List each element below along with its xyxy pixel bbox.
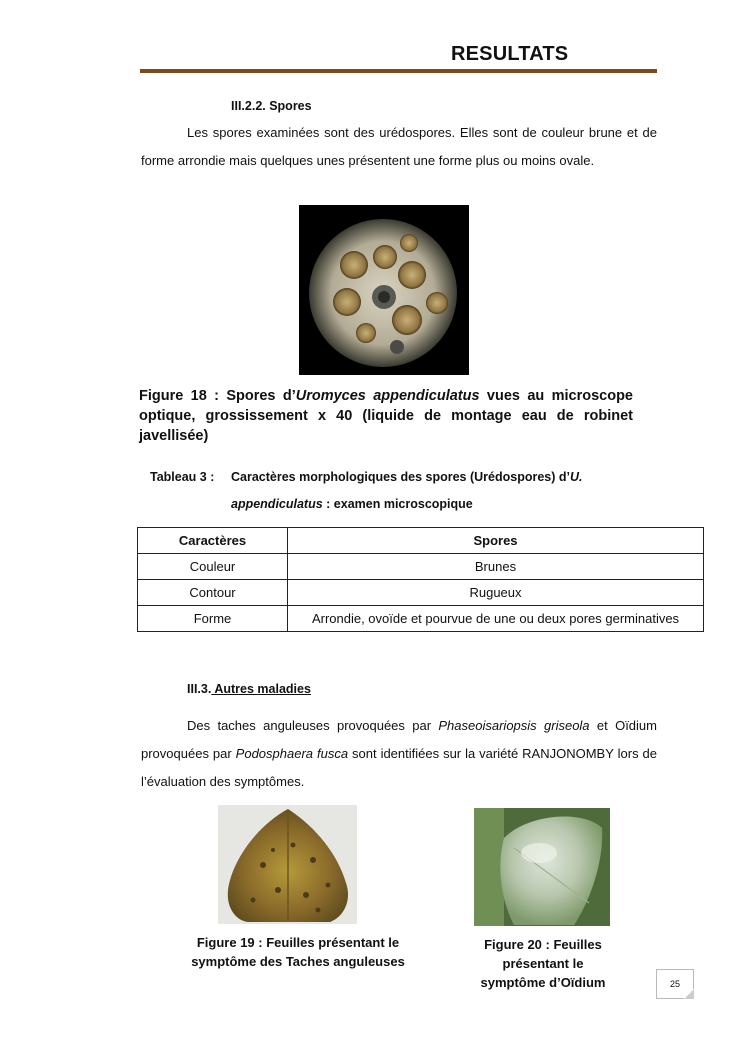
header-rule	[140, 69, 657, 73]
figure-18-rest: vues au microscope optique, grossissement x 40 (liquide de montage eau de robinet javellisée)	[139, 388, 633, 444]
table-3-prefix: Tableau 3 :	[150, 470, 215, 484]
table-3-title-species-a: U.	[569, 470, 583, 484]
spores-paragraph	[141, 119, 657, 175]
section-heading-spores: III.2.2. Spores	[231, 99, 312, 113]
table-cell: Rugueux	[288, 580, 704, 606]
spores-paragraph-text: Les spores examinées sont des urédospores. Elles sont de couleur brune et de forme arrondie mais quelques unes présentent une forme plus ou moins ovale.	[141, 125, 657, 168]
table-header-row	[138, 528, 704, 554]
leaf-powdery-mildew-image	[474, 808, 610, 926]
page-header-title: RESULTATS	[451, 43, 569, 65]
table-3-title-line1	[231, 470, 671, 484]
table-row	[138, 606, 704, 632]
species-name: Podosphaera fusca	[235, 746, 349, 761]
table-3-title-rest: : examen microscopique	[322, 497, 473, 511]
figure-18-label: Figure 18 : Spores d’	[139, 388, 296, 404]
leaf-powdery-mildew-photo	[474, 808, 610, 926]
table-cell: Arrondie, ovoïde et pourvue de une ou deux pores germinatives	[288, 606, 704, 632]
leaf-angular-spots-image	[218, 805, 357, 924]
table-row	[138, 580, 704, 606]
table-3-title-line2	[231, 497, 473, 511]
section-title: Autres maladies	[211, 682, 311, 696]
section-heading-other-diseases	[187, 682, 311, 696]
figure-19-caption: Figure 19 : Feuilles présentant le symptôme des Taches anguleuses	[191, 935, 405, 969]
leaf-angular-spots-photo	[218, 805, 357, 924]
spores-characteristics-table	[137, 527, 704, 632]
microscope-spores-image	[299, 205, 469, 375]
table-3-title-text: Caractères morphologiques des spores (Urédospores) d’	[231, 470, 570, 484]
paragraph-text: sont identifiées sur la variété RANJONOMBY lors de l’évaluation des symptômes.	[141, 746, 658, 789]
table-cell: Forme	[138, 606, 288, 632]
figure-18-caption	[139, 386, 633, 446]
table-row	[138, 554, 704, 580]
table-cell: Couleur	[138, 554, 288, 580]
species-name: Phaseoisariopsis griseola	[438, 718, 590, 733]
microscope-spores-photo	[299, 205, 469, 375]
table-cell: Contour	[138, 580, 288, 606]
table-cell: Brunes	[288, 554, 704, 580]
paragraph-text: Des taches anguleuses provoquées par	[187, 718, 439, 733]
page-number: 25	[656, 969, 694, 999]
table-header-cell: Caractères	[138, 528, 288, 554]
section-number: III.3.	[187, 682, 212, 696]
figure-20-caption: Figure 20 : Feuilles présentant le symptôme d’Oïdium	[480, 937, 606, 990]
other-diseases-paragraph	[141, 712, 657, 796]
table-header-cell: Spores	[288, 528, 704, 554]
figure-18-species: Uromyces appendiculatus	[295, 388, 480, 404]
paragraph-text: et Oïdium provoquées par	[141, 718, 657, 761]
table-3-title-species-b: appendiculatus	[231, 497, 323, 511]
